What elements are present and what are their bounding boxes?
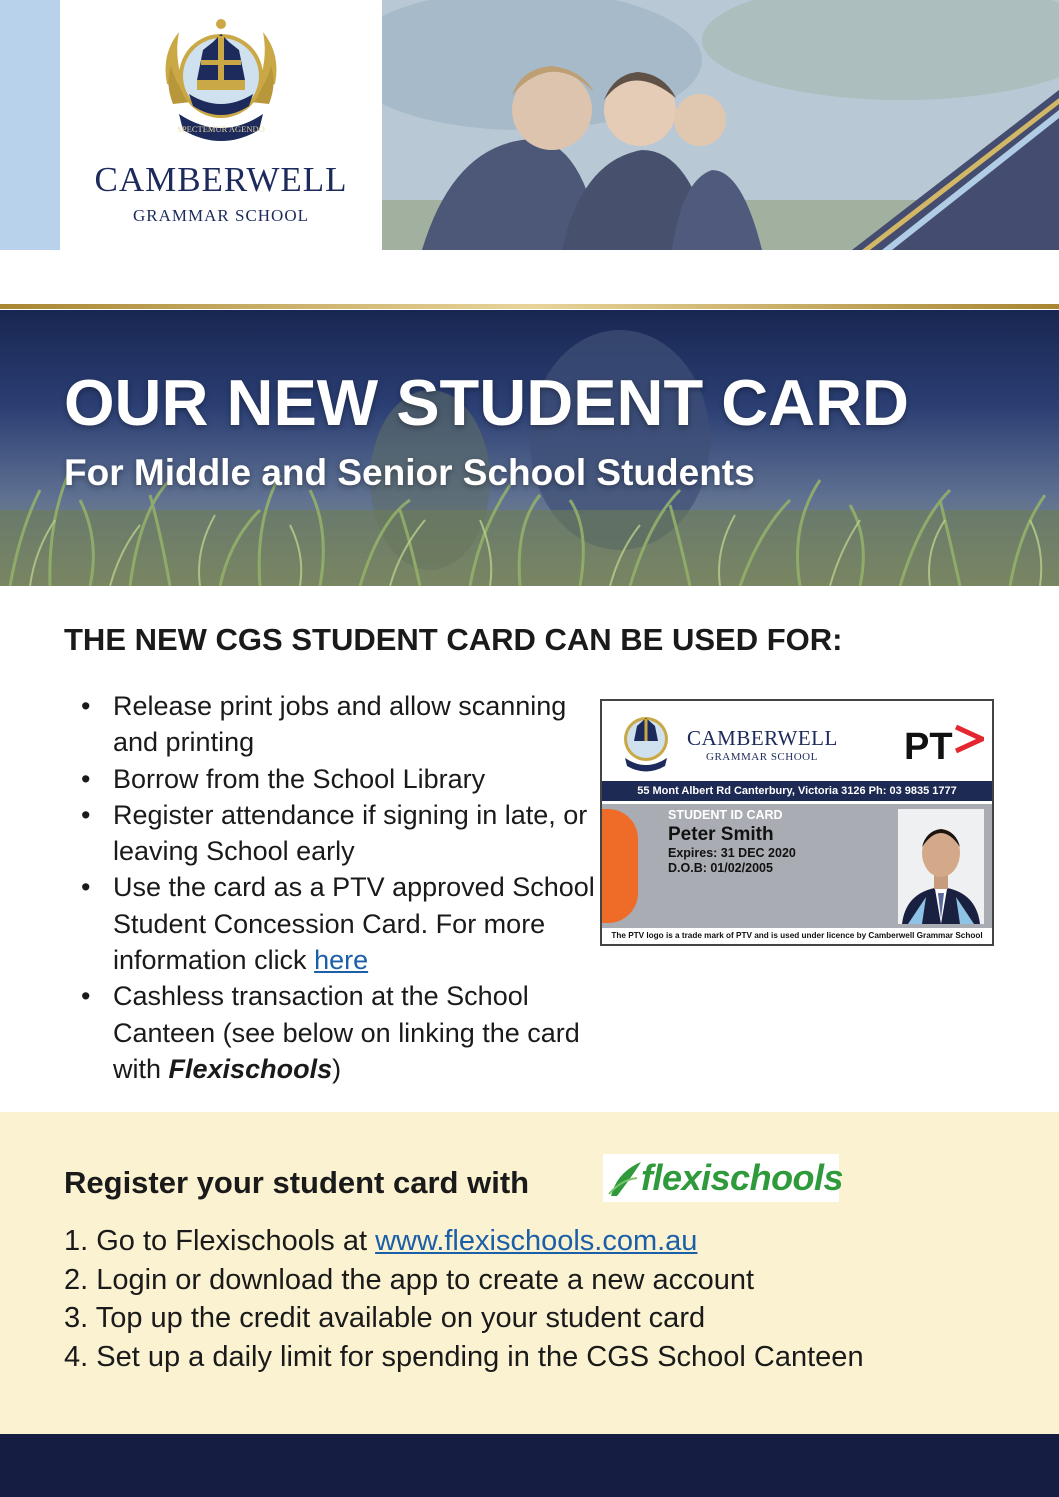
hero-banner: [0, 310, 1059, 586]
register-heading: Register your student card with: [64, 1165, 530, 1200]
leaf-icon: [607, 1158, 645, 1198]
list-item: [64, 1222, 864, 1261]
logo-panel: [60, 0, 382, 250]
step-text: 4. Set up a daily limit for spending in the CGS School Canteen: [64, 1340, 864, 1373]
list-item: [64, 1338, 864, 1377]
grass-photo-image: [0, 310, 1059, 586]
student-photo-image: [898, 809, 984, 924]
uses-heading: THE NEW CGS STUDENT CARD CAN BE USED FOR:: [64, 622, 843, 657]
card-student-name: Peter Smith: [668, 824, 774, 845]
crest-motto: SPECTEMUR AGENDO: [177, 124, 265, 134]
page-title: OUR NEW STUDENT CARD: [64, 366, 909, 439]
uses-list: [76, 688, 596, 1087]
footer-bar: [0, 1434, 1059, 1497]
card-address: 55 Mont Albert Rd Canterbury, Victoria 3126 Ph: 03 9835 1777: [602, 781, 992, 801]
pt-logo-icon: [904, 719, 984, 767]
header-accent-strip: [0, 0, 60, 250]
flexischools-logo: [603, 1154, 844, 1202]
list-item: [76, 797, 596, 870]
list-item: [64, 1299, 864, 1338]
step-text: 1. Go to Flexischools at: [64, 1225, 368, 1257]
list-item: [76, 978, 596, 1087]
list-item: [76, 761, 596, 797]
flexischools-emphasis: Flexischools: [168, 1053, 333, 1084]
card-orange-accent: [602, 809, 638, 923]
school-name: CAMBERWELL: [94, 160, 348, 199]
step-text: 2. Login or download the app to create a new account: [64, 1263, 755, 1296]
list-item: [76, 869, 596, 978]
card-school-subtitle: GRAMMAR SCHOOL: [706, 751, 818, 763]
list-item: [64, 1261, 864, 1300]
step-text: 3. Top up the credit available on your student card: [64, 1302, 706, 1334]
card-label: STUDENT ID CARD: [668, 808, 783, 822]
school-subtitle: GRAMMAR SCHOOL: [133, 206, 309, 225]
pt-logo-text: PT: [904, 726, 953, 767]
list-item-text: Use the card as a PTV approved School Student Concession Card. For more information click: [113, 872, 595, 976]
flexischools-logo-text: flexischools: [641, 1157, 844, 1198]
list-item-text-end: ): [332, 1053, 342, 1084]
list-item: [76, 688, 596, 761]
school-crest-icon: [157, 14, 285, 146]
page-subtitle: For Middle and Senior School Students: [64, 452, 755, 493]
register-steps: [64, 1222, 864, 1376]
card-dob: D.O.B: 01/02/2005: [668, 861, 773, 875]
card-footer: The PTV logo is a trade mark of PTV and is used under licence by Camberwell Grammar School: [602, 928, 992, 944]
student-id-card-image: [600, 699, 994, 946]
list-item-text: Cashless transaction at the School Canteen (see below on linking the card with: [113, 981, 580, 1084]
card-crest-icon: [614, 705, 678, 777]
list-item-text: Borrow from the School Library: [113, 763, 486, 794]
list-item-text: Release print jobs and allow scanning and printing: [113, 691, 567, 758]
more-info-link[interactable]: here: [314, 945, 369, 976]
list-item-text: Register attendance if signing in late, or leaving School early: [113, 799, 588, 867]
header-photo-students: [382, 0, 1059, 250]
gold-divider: [0, 304, 1059, 309]
card-school-name: CAMBERWELL: [687, 726, 838, 750]
students-photo-image: [382, 0, 1059, 250]
flexischools-url-link[interactable]: www.flexischools.com.au: [375, 1225, 698, 1257]
card-expiry: Expires: 31 DEC 2020: [668, 846, 796, 860]
